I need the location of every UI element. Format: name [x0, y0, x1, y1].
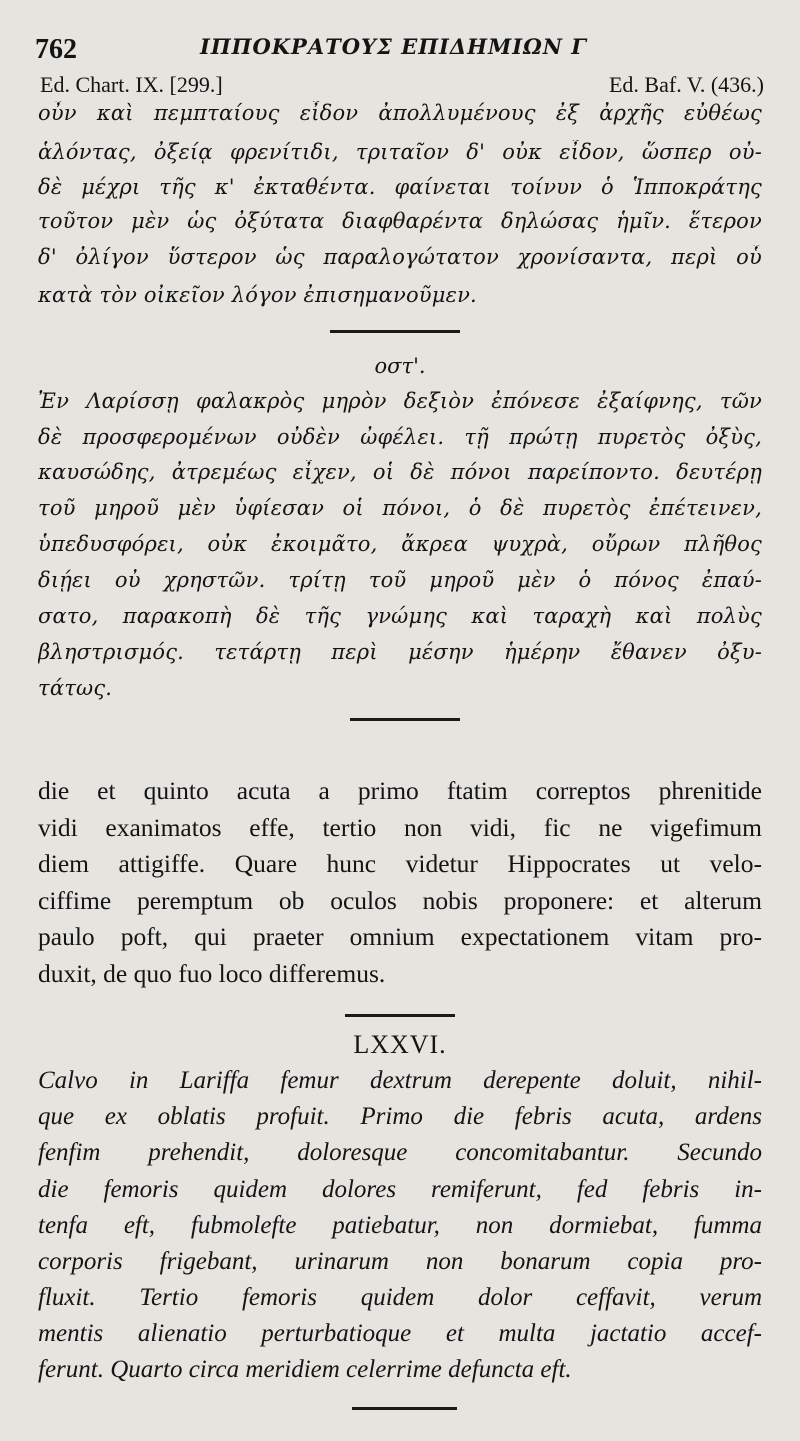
edition-reference-right: Ed. Baf. V. (436.)	[608, 72, 764, 97]
latin-line: Calvo in Lariffa femur dextrum derepente doluit, nihil-	[38, 1067, 762, 1094]
greek-line: ὑπεδυσφόρει, οὐκ ἐκοιμᾶτο, ἄκρεα ψυχρὰ, οὔρων πλῆθος	[38, 532, 762, 556]
latin-line: corporis frigebant, urinarum non bonarum copia pro-	[38, 1248, 762, 1275]
latin-line: die et quinto acuta a primo ftatim correptos phrenitide	[38, 776, 762, 805]
page-number: 762	[35, 34, 77, 65]
latin-line: que ex oblatis profuit. Primo die febris acuta, ardens	[38, 1103, 762, 1130]
latin-line: tenfa eft, fubmolefte patiebatur, non dormiebat, fumma	[38, 1212, 762, 1239]
greek-line: δ' ὀλίγον ὕστερον ὡς παραλογώτατον χρονίσαντα, περὶ οὗ	[38, 245, 762, 269]
greek-line: δὲ μέχρι τῆς κ' ἐκταθέντα. φαίνεται τοίνυν ὁ Ἱπποκράτης	[38, 175, 762, 199]
greek-line: τάτως.	[38, 676, 113, 700]
greek-line: Ἐν Λαρίσσῃ φαλακρὸς μηρὸν δεξιὸν ἐπόνεσε ἐξαίφνης, τῶν	[38, 389, 762, 413]
section-divider	[352, 1407, 457, 1410]
latin-line: duxit, de quo fuo loco differemus.	[38, 959, 386, 988]
section-number-latin: LXXVI.	[353, 1030, 447, 1059]
latin-line: vidi exanimatos effe, tertio non vidi, fic ne vigefimum	[38, 813, 762, 842]
edition-reference-left: Ed. Chart. IX. [299.]	[40, 72, 223, 97]
latin-line: mentis alienatio perturbatioque et multa jactatio accef-	[38, 1320, 762, 1347]
greek-line: βληστρισμός. τετάρτῃ περὶ μέσην ἡμέρην ἔθανεν ὀξυ-	[38, 640, 762, 664]
latin-line: ferunt. Quarto circa meridiem celerrime defuncta eft.	[38, 1356, 572, 1383]
running-title: ΙΠΠΟΚΡΑΤΟΥΣ ΕΠΙΔΗΜΙΩΝ Γ	[200, 34, 588, 59]
greek-line: δὲ προσφερομένων οὐδὲν ὠφέλει. τῇ πρώτῃ πυρετὸς ὀξὺς,	[38, 425, 762, 449]
section-divider	[330, 330, 460, 333]
greek-line: τοῦ μηροῦ μὲν ὑφίεσαν οἱ πόνοι, ὁ δὲ πυρετὸς ἐπέτεινεν,	[38, 496, 762, 520]
latin-line: ciffime peremptum ob oculos nobis proponere: et alterum	[38, 886, 762, 915]
latin-line: fenfim prehendit, doloresque concomitabantur. Secundo	[38, 1139, 762, 1166]
greek-line: κατὰ τὸν οἰκεῖον λόγον ἐπισημανοῦμεν.	[38, 283, 477, 307]
section-divider	[350, 718, 460, 721]
section-divider	[345, 1014, 455, 1017]
greek-line: τοῦτον μὲν ὡς ὀξύτατα διαφθαρέντα δηλώσας ἡμῖν. ἕτερον	[38, 209, 762, 233]
greek-line: σατο, παρακοπὴ δὲ τῆς γνώμης καὶ ταραχὴ καὶ πολὺς	[38, 604, 762, 628]
greek-line: ἁλόντας, ὀξείᾳ φρενίτιδι, τριταῖον δ' οὐκ εἶδον, ὥσπερ οὐ-	[38, 140, 762, 164]
greek-line: καυσώδης, ἀτρεμέως εἶχεν, οἱ δὲ πόνοι παρείποντο. δευτέρῃ	[38, 460, 762, 484]
greek-line: οὖν καὶ πεμπταίους εἶδον ἀπολλυμένους ἐξ ἀρχῆς εὐθέως	[38, 101, 762, 125]
latin-line: diem attigiffe. Quare hunc videtur Hippocrates ut velo-	[38, 849, 762, 878]
latin-line: paulo poft, qui praeter omnium expectationem vitam pro-	[38, 922, 762, 951]
greek-line: διῄει οὐ χρηστῶν. τρίτῃ τοῦ μηροῦ μὲν ὁ πόνος ἐπαύ-	[38, 568, 762, 592]
section-number-greek: οστ'.	[374, 354, 426, 378]
latin-line: die femoris quidem dolores remiferunt, fed febris in-	[38, 1176, 762, 1203]
latin-line: fluxit. Tertio femoris quidem dolor ceffavit, verum	[38, 1284, 762, 1311]
